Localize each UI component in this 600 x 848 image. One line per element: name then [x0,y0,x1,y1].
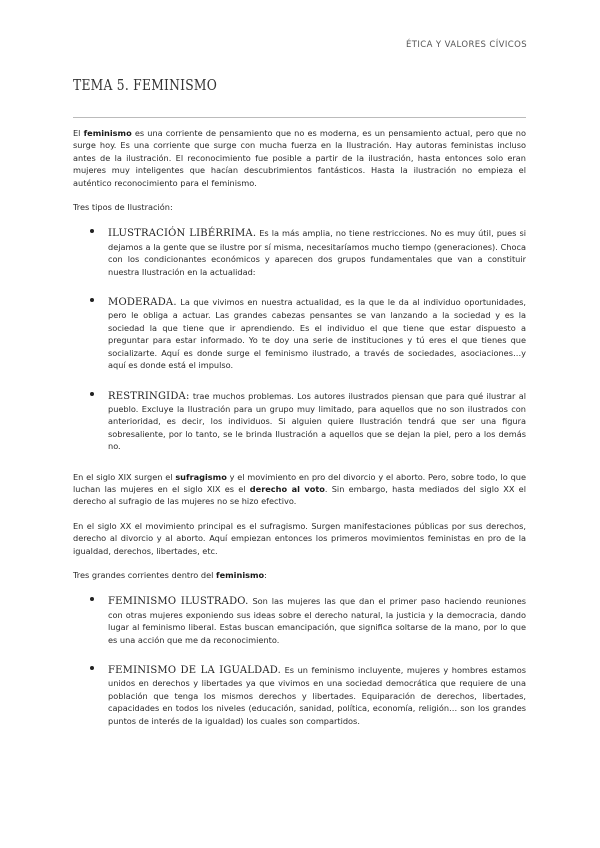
currents-heading-bold: feminismo [216,569,265,580]
types-list [73,227,526,452]
bullet-icon [90,597,94,601]
page-header: ÉTICA Y VALORES CÍVICOS [406,40,527,50]
siglo19-paragraph [73,471,526,508]
intro-pre: El [73,128,84,138]
current-term: FEMINISMO ILUSTRADO. [108,596,249,608]
types-heading: Tres tipos de Ilustración: [73,202,173,213]
siglo19-bold-1: sufragismo [175,471,227,482]
current-term: FEMINISMO DE LA IGUALDAD. [108,665,282,676]
title-divider [73,117,526,118]
siglo20-paragraph: En el siglo XX el movimiento principal es el sufragismo. Surgen manifestaciones públicas por sus derechos, derecho al divorcio y al aborto. Aquí empiezan entonces los primeros movimientos feministas en pro de la igualdad, derechos, libertades, etc. [73,520,526,556]
currents-list [73,595,526,727]
siglo19-text-a: En el siglo XIX surgen el [73,471,176,482]
list-item [73,595,526,646]
list-item [73,227,526,278]
intro-text: es una corriente de pensamiento que no es moderna, es un pensamiento actual, pero que no surge hoy. Es una corriente que surge con mucha fuerza en la Ilustración. Hay autoras feministas incluso antes de la ilustración. El reconocimiento fue posible a partir de la ilustración, hasta entonces solo eran mujeres muy inteligentes que hacían descubrimientos fantásticos. Hasta la ilustración no empieza el auténtico reconocimiento para el feminismo. [73,128,526,188]
page-title: TEMA 5. FEMINISMO [73,76,218,94]
bullet-icon [90,298,94,302]
list-item [73,296,526,371]
currents-heading-pre: Tres grandes corrientes dentro del [73,569,217,580]
current-text: Son las mujeres las que dan el primer paso haciendo reuniones con otras mujeres exponiendo sus ideas sobre el derecho natural, la justicia y la democracia, dando lugar al feminismo liberal. Estas buscan emancipación, que significa soltarse de la mano, por lo que es una acción que me da reconocimiento. [108,596,526,645]
siglo19-bold-2: derecho al voto [249,483,325,494]
intro-paragraph [73,127,526,189]
currents-heading [73,569,526,581]
bullet-icon [90,392,94,396]
type-text: La que vivimos en nuestra actualidad, es la que le da al individuo oportunidades, pero le obliga a actuar. Las grandes cabezas pensantes se van lanzando a la sociedad y es la sociedad la que tiene que ir aprendiendo. Es el individuo el que tiene que estar dispuesto a preguntar para estar informado. Yo te doy una serie de instituciones y tú eres el que tienes que socializarte. Aquí es donde surge el feminismo ilustrado, a través de sociedades, asociaciones…y aquí es donde está el impulso. [108,297,526,371]
siglo19-text-c: y el movimiento en pro del divorcio y el aborto. Pero, sobre todo, lo que luchan las mujeres en el siglo XIX es el [73,471,526,494]
type-text: trae muchos problemas. Los autores ilustrados piensan que para qué ilustrar al pueblo. Excluye la Ilustración para un grupo muy limitado, para aquellos que no son ilustrados con anterioridad, es decir, los individuos. Si alguien quiere Ilustración tendrá que ser una figura sobresaliente, por lo tanto, se le brinda Ilustración a aquellos que se dejan la piel, pero a los demás no. [108,390,526,452]
type-term: RESTRINGIDA: [108,390,190,402]
type-text: Es la más amplia, no tiene restricciones. No es muy útil, pues si dejamos a la gente que se ilustre por sí misma, necesitaríamos mucho tiempo (generaciones). Choca con los condicionantes económicos y aparecen dos grupos fundamentales que van a constituir nuestra Ilustración en la actualidad: [108,228,526,277]
document-body [73,127,526,745]
list-item [73,390,526,453]
current-text: Es un feminismo incluyente, mujeres y hombres estamos unidos en derechos y libertades ya que vivimos en una sociedad democrática que requiere de una población que tenga los mismos derechos y libertades. Equiparación de derechos, libertades, capacidades en todos los niveles (educación, sanidad, política, economía, religión… son los grandes puntos de interés de la igualdad) los cuales son compartidos. [108,665,526,726]
bullet-icon [90,229,94,233]
type-term: MODERADA. [108,297,177,309]
list-item [73,664,526,727]
currents-heading-post: : [264,569,267,580]
type-term: ILUSTRACIÓN LIBÉRRIMA. [108,228,257,240]
bullet-icon [90,666,94,670]
intro-bold-term: feminismo [83,128,132,138]
siglo19-text-d: . Sin embargo, hasta mediados del siglo XX el derecho al sufragio de las mujeres no se hizo efectivo. [73,483,526,507]
